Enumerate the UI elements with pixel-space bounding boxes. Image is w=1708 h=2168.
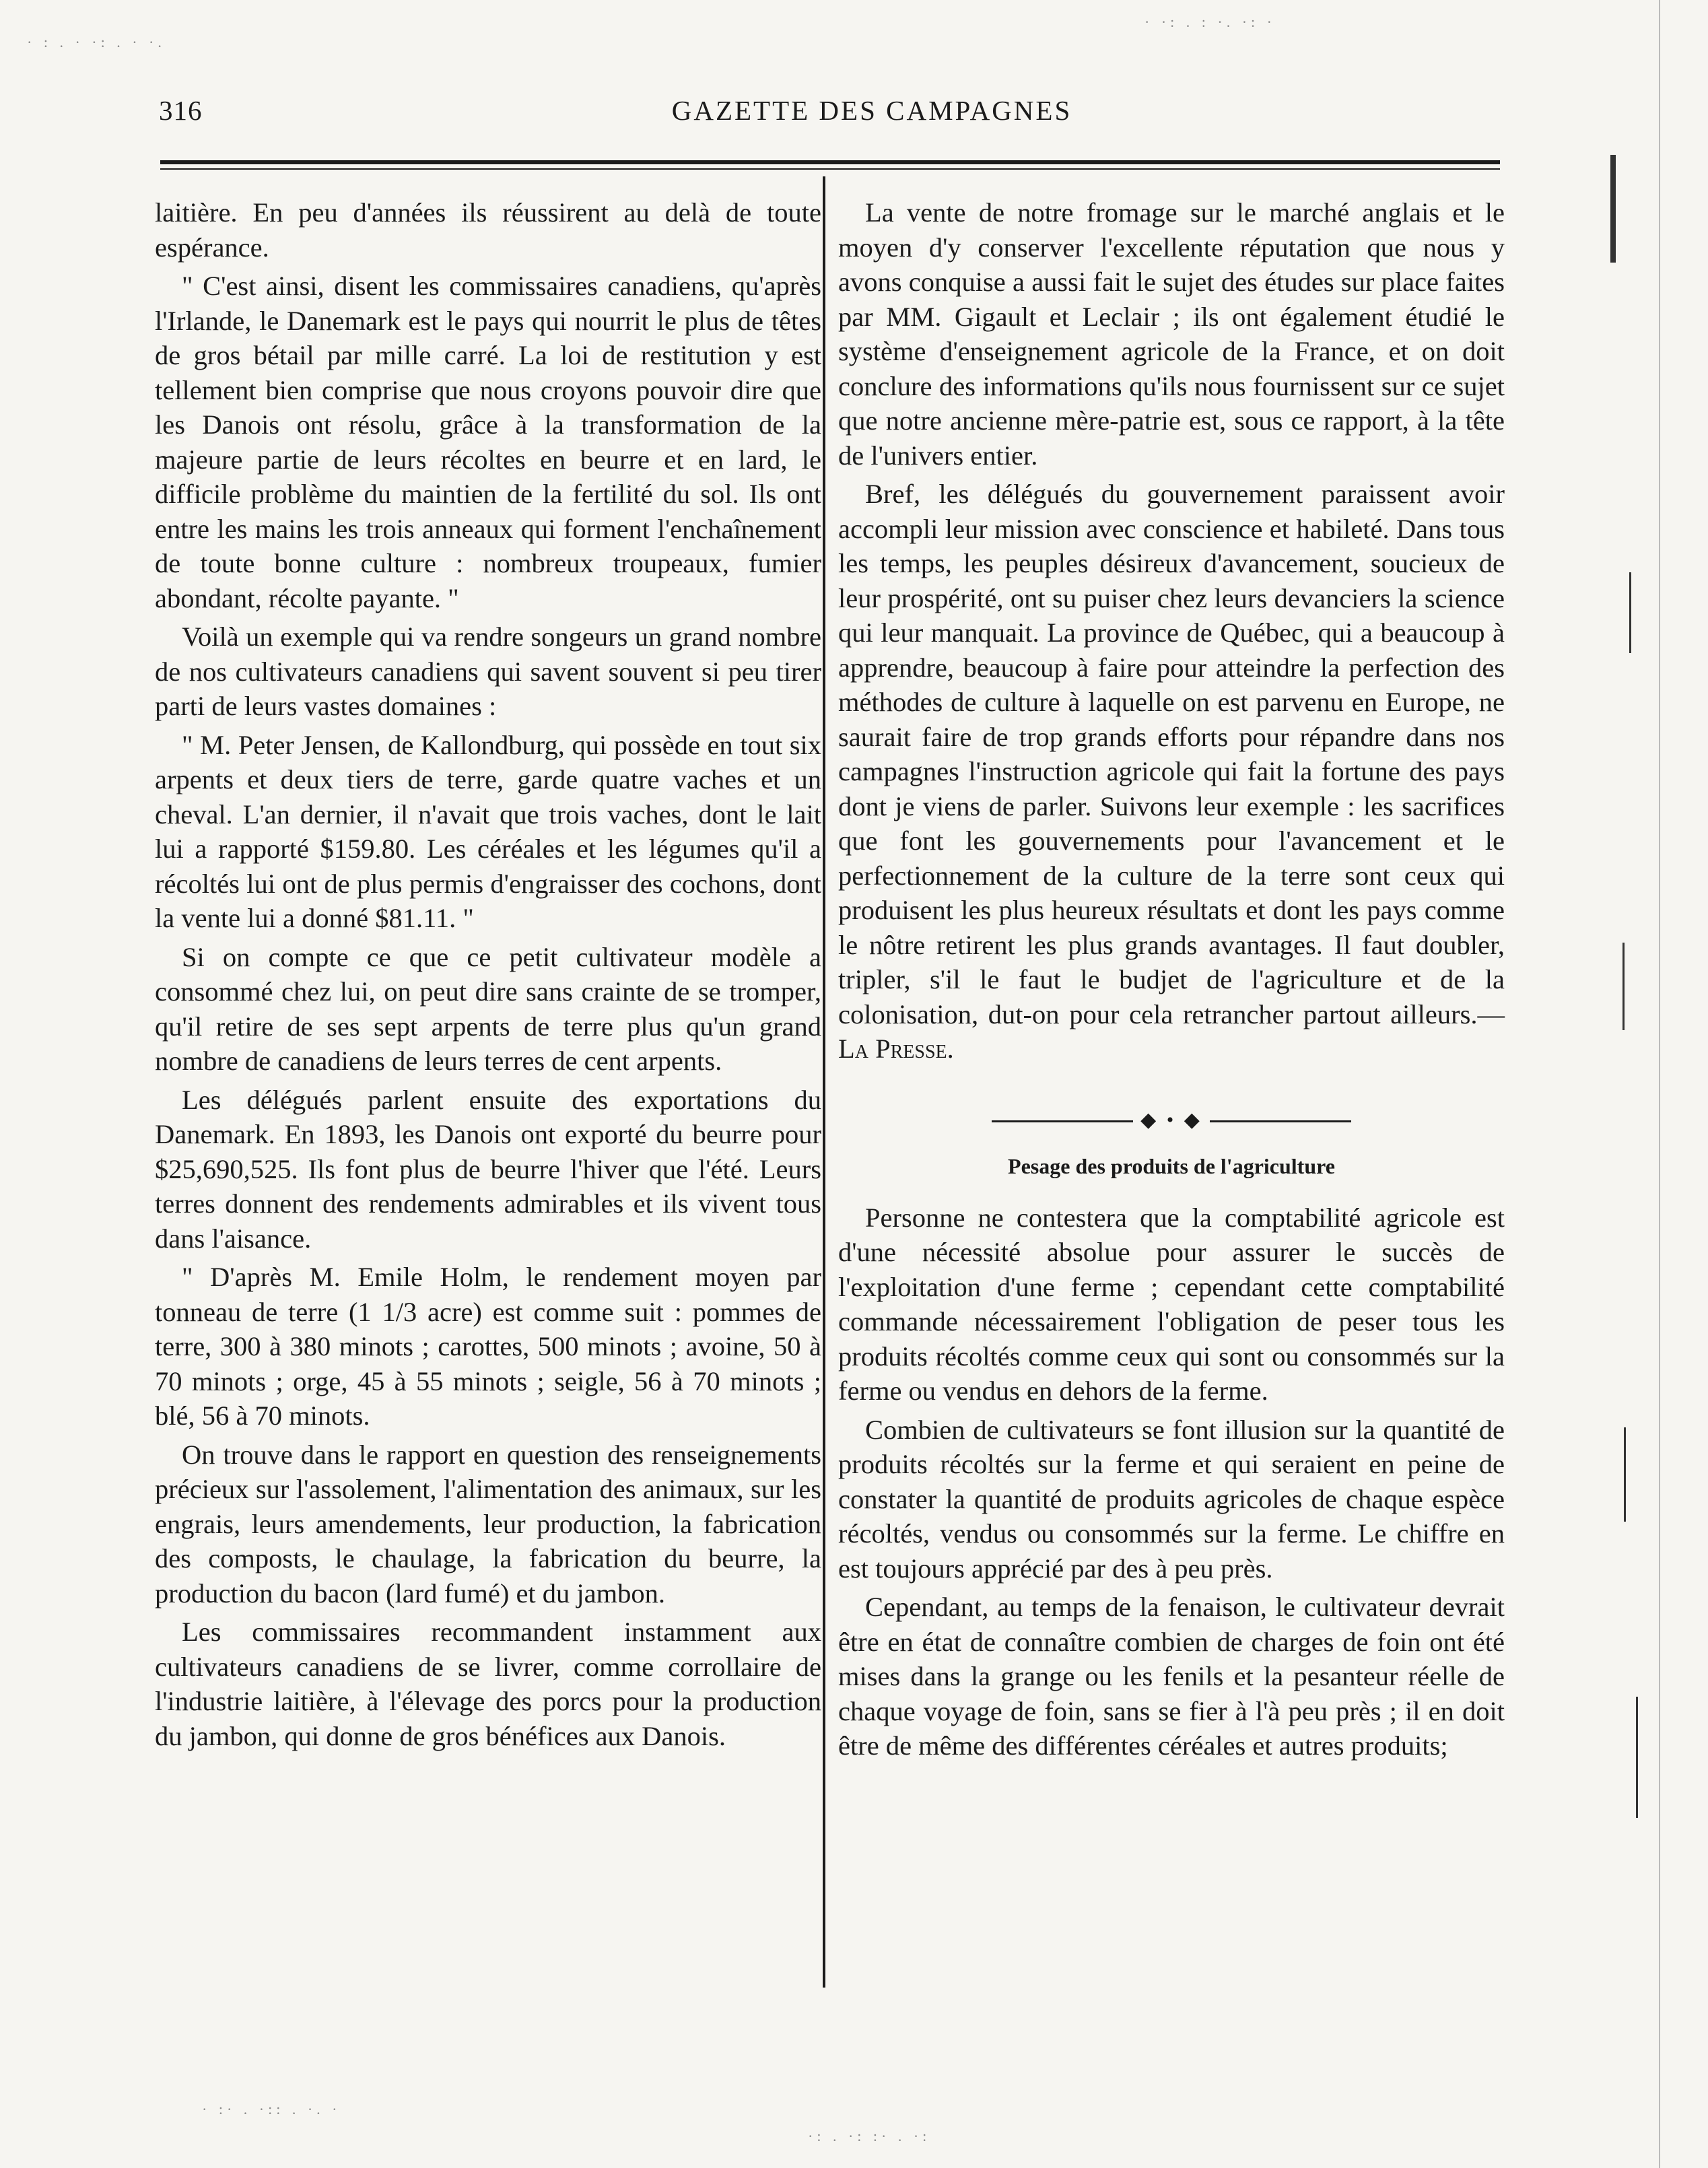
binding-mark xyxy=(1629,572,1631,653)
binding-mark xyxy=(1624,1427,1626,1522)
paragraph: Combien de cultivateurs se font illusion sur la quantité de produits récoltés sur la ferme et qui seraient en peine de constater la quantité de produits agricoles de chaque espèce récoltés, vendus ou consommés sur la ferme. Le chiffre en est toujours apprécié par des à peu près. xyxy=(838,1414,1505,1584)
paragraph: Cependant, au temps de la fenaison, le cultivateur devrait être en état de connaître combien de charges de foin ont été mises dans la grange ou les fenils et la pesanteur réelle de chaque voyage de foin, sans se fier à l'à peu près ; il en doit être de même des différentes céréales et autres produits; xyxy=(838,1592,1505,1761)
binding-mark xyxy=(1622,943,1625,1030)
paragraph: Voilà un exemple qui va rendre songeurs un grand nombre de nos cultivateurs canadiens qui savent souvent si peu tirer parti de leurs vastes domaines : xyxy=(155,621,821,721)
scan-noise: · ·: . : ·. ·: · xyxy=(1145,13,1276,30)
paragraph: " C'est ainsi, disent les commissaires canadiens, qu'après l'Irlande, le Danemark est le pays qui nourrit le plus de têtes de gros bétail par mille carré. La loi de restitution y est tellement bien comprise que nous croyons pouvoir dire que les Danois ont résolu, grâce à la transformation de la majeure partie de leurs récoltes en beurre et en lard, le difficile problème du maintien de la fertilité du sol. Ils ont entre les mains les trois anneaux qui forment l'enchaînement de toute bonne culture : nombreux troupeaux, fumier abondant, récolte payante. " xyxy=(155,271,821,613)
paragraph: Si on compte ce que ce petit cultivateur modèle a consommé chez lui, on peut dire sans crainte de se tromper, qu'il retire de ses sept arpents de terre plus qu'un grand nombre de canadiens de leurs terres de cent arpents. xyxy=(155,941,821,1076)
ornament-dots: ◆ • ◆ xyxy=(1140,1108,1202,1131)
paragraph-text: Bref, les délégués du gouvernement paraissent avoir accompli leur mission avec conscience et habileté. Dans tous les temps, les peuples désireux d'avancement, soucieux de leur prospérité, ont su puiser chez leurs devanciers la science qui leur manquait. La province de Québec, qui a beaucoup à apprendre, beaucoup à faire pour atteindre la perfection des méthodes de culture à laquelle on est parvenu en Europe, ne saurait faire de trop grands efforts pour répandre dans nos campagnes l'instruction agricole qui fait la fortune des pays dont je viens de parler. Suivons leur exemple : les sacrifices que font les gouvernements pour l'avancement et le perfectionnement de la culture de la terre sont ceux qui produisent les plus heureux résultats et dont les pays comme le nôtre retirent les plus grands avantages. Il faut doubler, tripler, s'il le faut le budjet de l'agriculture et de la colonisation, dut-on pour cela retrancher partout ailleurs.— xyxy=(838,479,1505,1029)
paragraph: Les commissaires recommandent instamment aux cultivateurs canadiens de se livrer, comme corrollaire de l'industrie laitière, à l'élevage des porcs pour la production du jambon, qui donne de gros bénéfices aux Danois. xyxy=(155,1617,821,1751)
paragraph: laitière. En peu d'années ils réussirent au delà de toute espérance. xyxy=(155,197,821,263)
source-signature: La Presse. xyxy=(838,1034,954,1064)
paragraph: Personne ne contestera que la comptabilité agricole est d'une nécessité absolue pour assurer le succès de l'exploitation d'une ferme ; cependant cette comptabilité commande nécessairement l'obligation de peser tous les produits récoltés comme ceux qui sont ou consommés sur la ferme ou vendus en dehors de la ferme. xyxy=(838,1202,1505,1406)
paragraph: Les délégués parlent ensuite des exportations du Danemark. En 1893, les Danois ont exporté du beurre pour $25,690,525. Ils font plus de beurre l'hiver que l'été. Leurs terres donnent des rendements admirables et ils vivent tous dans l'aisance. xyxy=(155,1084,821,1254)
binding-mark xyxy=(1659,0,1660,2168)
paragraph: On trouve dans le rapport en question des renseignements précieux sur l'assolement, l'alimentation des animaux, sur les engrais, leurs amendements, leur production, la fabrication des composts, le chaulage, la fabrication du beurre, la production du bacon (lard fumé) et du jambon. xyxy=(155,1439,821,1608)
right-column xyxy=(838,195,1505,1767)
page-number: 316 xyxy=(159,95,203,126)
column-divider xyxy=(823,176,825,1988)
binding-mark xyxy=(1636,1697,1638,1818)
scan-noise: ·: . ·: :· . ·: xyxy=(808,2128,931,2144)
scan-noise: · :· . ·:: . ·. · xyxy=(202,2101,341,2118)
header-rule-thin xyxy=(160,168,1500,170)
header-rule xyxy=(160,160,1500,164)
paragraph: " D'après M. Emile Holm, le rendement moyen par tonneau de terre (1 1/3 acre) est comme suit : pommes de terre, 300 à 380 minots ; carottes, 500 minots ; avoine, 50 à 70 minots ; orge, 45 à 55 minots ; seigle, 56 à 70 minots ; blé, 56 à 70 minots. xyxy=(155,1262,821,1431)
binding-mark xyxy=(1610,155,1616,263)
paragraph: " M. Peter Jensen, de Kallondburg, qui possède en tout six arpents et deux tiers de terre, garde quatre vaches et un cheval. L'an dernier, il n'avait que trois vaches, dont le lait lui a rapporté $159.80. Les céréales et les légumes qu'il a récoltés lui ont de plus permis d'engraisser des cochons, dont la vente lui a donné $81.11. " xyxy=(155,729,821,933)
running-title: GAZETTE DES CAMPAGNES xyxy=(671,95,1072,126)
ornament-rule xyxy=(1210,1120,1351,1122)
ornament-rule xyxy=(992,1120,1133,1122)
paragraph xyxy=(838,477,1505,1066)
section-title: Pesage des produits de l'agriculture xyxy=(1008,1154,1335,1178)
left-column xyxy=(155,195,821,1757)
section-ornament xyxy=(838,1103,1505,1138)
scan-noise: · : . · ·: . · ·. xyxy=(27,34,166,50)
paragraph: La vente de notre fromage sur le marché anglais et le moyen d'y conserver l'excellente réputation que nous y avons conquise a aussi fait le sujet des études sur place faites par MM. Gigault et Leclair ; ils ont également étudié le système d'enseignement agricole de la France, et on doit conclure des informations qu'ils nous fournissent sur ce sujet que notre ancienne mère-patrie est, sous ce rapport, à la tête de l'univers entier. xyxy=(838,197,1505,471)
